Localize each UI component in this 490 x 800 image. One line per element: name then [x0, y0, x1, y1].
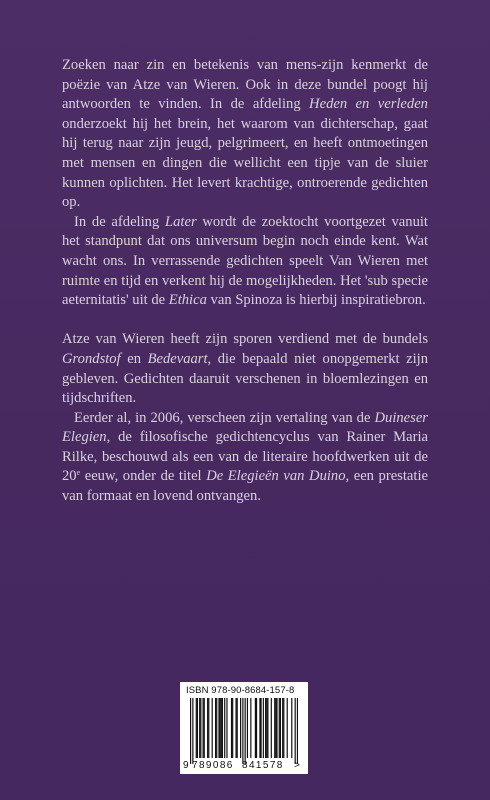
barcode-bar	[221, 698, 222, 758]
barcode-bar	[265, 698, 266, 758]
barcode-bar	[218, 698, 219, 758]
barcode-bar	[256, 698, 257, 758]
barcode-bar	[250, 698, 251, 758]
blurb-paragraph-4: Eerder al, in 2006, verscheen zijn vertaling van de Duineser Elegien, de filosofische gedichtencyclus van Rainer Maria Rilke, beschouwd als een van de literaire hoofdwerken uit de 20e eeuw, onder de titel De Elegieën van Duino, een prestatie van formaat en lovend ontvangen.	[62, 409, 428, 505]
barcode-bar	[215, 698, 216, 758]
work-title-duineser-elegien: Duineser Elegien	[62, 409, 428, 446]
barcode-bar	[271, 698, 272, 758]
barcode-bar	[197, 698, 198, 758]
barcode-bar	[207, 698, 208, 758]
barcode-bar	[212, 698, 213, 758]
barcode-bar	[235, 698, 236, 758]
isbn-barcode	[180, 682, 308, 774]
barcode-bar	[237, 698, 238, 758]
work-title-bedevaart: Bedevaart	[147, 350, 208, 367]
barcode-bar	[216, 698, 217, 758]
work-title-elegieen-van-duino: De Elegieën van Duino	[206, 468, 346, 485]
barcode-bar	[224, 698, 225, 758]
barcode-bar	[204, 698, 205, 758]
barcode-bar	[208, 698, 209, 758]
barcode-bar	[276, 698, 277, 758]
barcode-bar	[266, 698, 267, 758]
barcode-bar	[203, 698, 204, 758]
barcode-bar	[226, 698, 227, 758]
barcode-bar	[280, 698, 281, 758]
barcode-bar	[192, 698, 193, 764]
barcode-bar	[274, 698, 275, 758]
barcode-bar	[295, 698, 296, 764]
barcode-digits	[183, 760, 305, 771]
barcode-quiet-mark: >	[294, 760, 300, 771]
isbn-label: ISBN 978-90-8684-157-8	[186, 685, 295, 696]
ordinal-superscript: e	[76, 468, 81, 478]
section-title-later: Later	[165, 213, 197, 230]
blurb-paragraph-1: Zoeken naar zin en betekenis van mens-zijn kenmerkt de poëzie van Atze van Wieren. Ook in deze bundel poogt hij antwoorden te vinden. In de afdeling Heden en verleden onderzoekt hij het brein, het waarom van dichterschap, gaat hij terug naar zijn jeugd, pelgrimeert, en heeft ontmoetingen met mensen en dingen die wellicht een tipje van de sluier kunnen oplichten. Het levert krachtige, ontroerende gedichten op.	[62, 57, 428, 211]
barcode-digits-left: 789086	[192, 760, 234, 771]
barcode-bar	[245, 698, 246, 764]
barcode-bar	[199, 698, 200, 758]
barcode-bar	[279, 698, 280, 758]
barcode-bar	[291, 698, 292, 758]
barcode-bar	[283, 698, 284, 758]
back-cover-blurb	[62, 56, 428, 507]
blurb-paragraph-2: In de afdeling Later wordt de zoektocht voortgezet vanuit het standpunt dat ons universum begin noch einde kent. Wat wacht ons. In verrassende gedichten speelt Van Wieren met ruimte en tijd en verkent hij de mogelijkheden. Het 'sub specie aeternitatis' uit de Ethica van Spinoza is hierbij inspiratiebron.	[62, 213, 428, 309]
barcode-bar	[260, 698, 261, 758]
barcode-bar	[240, 698, 241, 758]
barcode-bar	[196, 698, 197, 758]
barcode-bar	[200, 698, 201, 758]
blurb-paragraph-3: Atze van Wieren heeft zijn sporen verdiend met de bundels Grondstof en Bedevaart, die bepaald niet onopgemerkt zijn gebleven. Gedichten daaruit verschenen in bloemlezingen en tijdschriften.	[62, 331, 428, 407]
barcode-digit-first: 9	[183, 760, 189, 771]
work-title-grondstof: Grondstof	[62, 350, 121, 367]
barcode-bar	[231, 698, 232, 758]
barcode-bar	[282, 698, 283, 758]
barcode-bar	[232, 698, 233, 758]
barcode-bar	[242, 698, 243, 764]
barcode-bar	[255, 698, 256, 758]
barcode-bars	[190, 698, 298, 764]
barcode-bar	[263, 698, 264, 758]
barcode-bar	[275, 698, 276, 758]
barcode-bar	[259, 698, 260, 758]
barcode-bar	[267, 698, 268, 758]
section-title-heden-en-verleden: Heden en verleden	[309, 96, 428, 113]
barcode-bar	[297, 698, 298, 764]
barcode-bar	[287, 698, 288, 758]
barcode-digits-right: 841578	[242, 760, 284, 771]
barcode-bar	[247, 698, 248, 758]
barcode-bar	[220, 698, 221, 758]
work-title-ethica: Ethica	[168, 292, 207, 309]
barcode-bar	[222, 698, 223, 758]
barcode-bar	[190, 698, 191, 764]
